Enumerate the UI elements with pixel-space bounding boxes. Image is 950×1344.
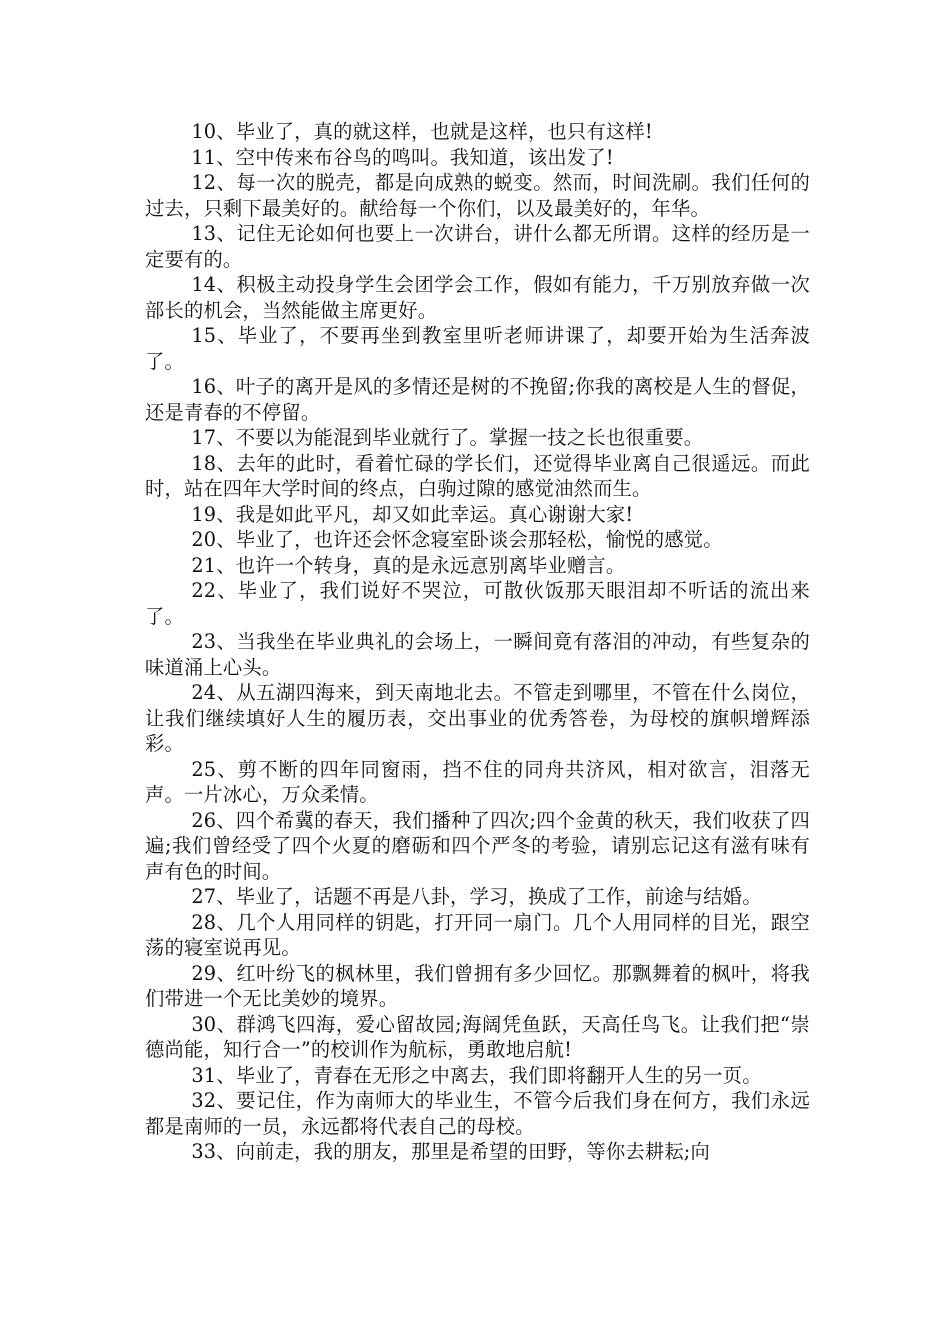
paragraph-22: 22、毕业了，我们说好不哭泣，可散伙饭那天眼泪却不听话的流出来了。 bbox=[145, 579, 810, 628]
paragraph-21: 21、也许一个转身，真的是永远悥别离毕业赠言。 bbox=[191, 553, 626, 577]
paragraph-12: 12、每一次的脱壳，都是向成熟的蜕变。然而，时间洗刷。我们任何的过去，只剩下最美好的。献给每一个你们，以及最美好的，年华。 bbox=[145, 171, 810, 220]
paragraph-10: 10、毕业了，真的就这样，也就是这样，也只有这样! bbox=[191, 120, 653, 143]
paragraph-23: 23、当我坐在毕业典礼的会场上，一瞬间竟有落泪的冲动，有些复杂的味道涌上心头。 bbox=[145, 630, 810, 679]
paragraph-30: 30、群鸿飞四海，爱心留故园;海阔凭鱼跃，天高任鸟飞。让我们把“崇德尚能，知行合一”的校训作为航标，勇敢地启航! bbox=[145, 1012, 810, 1061]
paragraph-29: 29、红叶纷飞的枫林里，我们曾拥有多少回忆。那飘舞着的枫叶，将我们带进一个无比美妙的境界。 bbox=[145, 961, 810, 1010]
paragraph-32: 32、要记住，作为南师大的毕业生，不管今后我们身在何方，我们永远都是南师的一员，永远都将代表自己的母校。 bbox=[145, 1089, 810, 1138]
paragraph-26: 26、四个希冀的春天，我们播种了四次;四个金黄的秋天，我们收获了四遍;我们曾经受了四个火夏的磨砺和四个严冬的考验，请别忘记这有滋有味有声有色的时间。 bbox=[145, 808, 810, 883]
paragraph-11: 11、空中传来布谷鸟的鸣叫。我知道，该出发了! bbox=[191, 145, 614, 169]
paragraph-19: 19、我是如此平凡，却又如此幸运。真心谢谢大家! bbox=[191, 502, 634, 526]
paragraph-28: 28、几个人用同样的钥匙，打开同一扇门。几个人用同样的目光，跟空荡的寝室说再见。 bbox=[145, 910, 810, 959]
paragraph-15: 15、毕业了，不要再坐到教室里听老师讲课了，却要开始为生活奔波了。 bbox=[145, 324, 810, 373]
paragraph-24: 24、从五湖四海来，到天南地北去。不管走到哪里，不管在什么岗位，让我们继续填好人生的履历表，交出事业的优秀答卷，为母校的旗帜增辉添彩。 bbox=[145, 681, 810, 755]
document-body bbox=[145, 119, 810, 1165]
paragraph-27: 27、毕业了，话题不再是八卦，学习，换成了工作，前途与结婚。 bbox=[191, 885, 762, 908]
paragraph-31: 31、毕业了，青春在无形之中离去，我们即将翻开人生的另一页。 bbox=[191, 1063, 762, 1087]
paragraph-20: 20、毕业了，也许还会怀念寝室卧谈会那轻松，愉悦的感觉。 bbox=[191, 528, 723, 551]
paragraph-18: 18、去年的此时，看着忙碌的学长们，还觉得毕业离自己很遥远。而此时，站在四年大学时间的终点，白驹过隙的感觉油然而生。 bbox=[145, 451, 810, 500]
paragraph-17: 17、不要以为能混到毕业就行了。掌握一技之长也很重要。 bbox=[191, 426, 704, 449]
paragraph-33: 33、向前走，我的朋友，那里是希望的田野，等你去耕耘;向 bbox=[191, 1140, 710, 1163]
paragraph-13: 13、记住无论如何也要上一次讲台，讲什么都无所谓。这样的经历是一定要有的。 bbox=[145, 222, 810, 271]
paragraph-16: 16、叶子的离开是风的多情还是树的不挽留;你我的离校是人生的督促，还是青春的不停留。 bbox=[145, 375, 810, 424]
paragraph-14: 14、积极主动投身学生会团学会工作，假如有能力，千万别放弃做一次部长的机会，当然能做主席更好。 bbox=[145, 273, 810, 322]
paragraph-25: 25、剪不断的四年同窗雨，挡不住的同舟共济风，相对欲言，泪落无声。一片冰心，万众柔情。 bbox=[145, 757, 810, 806]
